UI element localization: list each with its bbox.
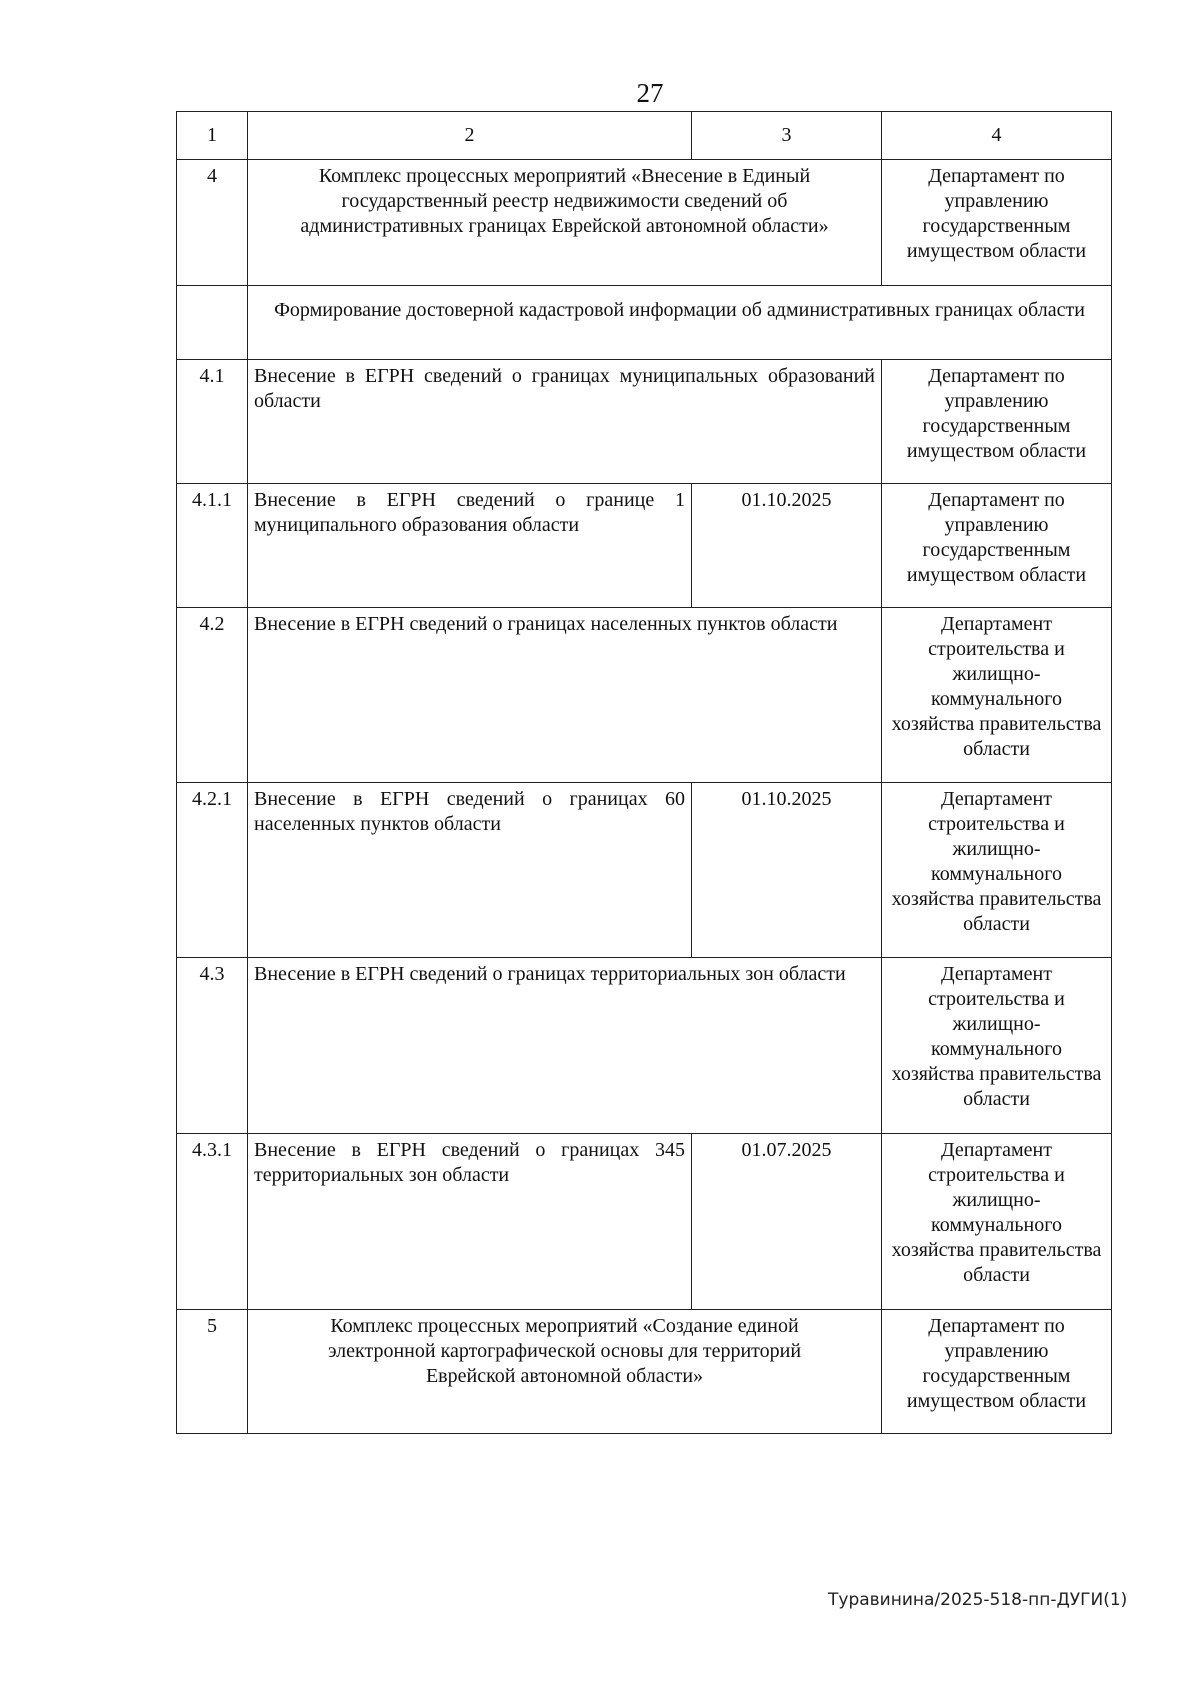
row-number: 4.1: [177, 360, 248, 484]
header-col-4: 4: [882, 112, 1112, 160]
row-number: 4.1.1: [177, 484, 248, 608]
row-date: 01.07.2025: [692, 1134, 882, 1310]
header-col-3: 3: [692, 112, 882, 160]
row-number: 4.3: [177, 958, 248, 1134]
row-department: Департамент по управлению государственным имуществом области: [882, 484, 1112, 608]
row-description: Комплекс процессных мероприятий «Создание единой электронной картографической основы для территорий Еврейской автономной области»: [248, 1310, 882, 1434]
header-col-2: 2: [248, 112, 692, 160]
row-description: Внесение в ЕГРН сведений о границах 60 населенных пунктов области: [248, 783, 692, 958]
table-row: [177, 484, 1112, 608]
row-number: 4.2.1: [177, 783, 248, 958]
table-row: [177, 608, 1112, 783]
table-row: [177, 360, 1112, 484]
row-department: Департамент по управлению государственным имуществом области: [882, 1310, 1112, 1434]
table-row-task: [177, 286, 1112, 360]
row-description: Внесение в ЕГРН сведений о границах территориальных зон области: [248, 958, 882, 1134]
row-date: 01.10.2025: [692, 783, 882, 958]
row-department: Департамент строительства и жилищно-коммунального хозяйства правительства области: [882, 1134, 1112, 1310]
row-description: Внесение в ЕГРН сведений о границах населенных пунктов области: [248, 608, 882, 783]
page-number: 27: [636, 78, 664, 108]
measures-table: [176, 111, 1112, 1434]
table-row: [177, 160, 1112, 286]
row-department: Департамент по управлению государственным имуществом области: [882, 360, 1112, 484]
row-number: 4.3.1: [177, 1134, 248, 1310]
row-number: 4.2: [177, 608, 248, 783]
row-description: Комплекс процессных мероприятий «Внесение в Единый государственный реестр недвижимости сведений об административных границах Еврейской автономной области»: [248, 160, 882, 286]
row-date: 01.10.2025: [692, 484, 882, 608]
table-row: [177, 1310, 1112, 1434]
row-number: 5: [177, 1310, 248, 1434]
row-description: Внесение в ЕГРН сведений о границе 1 муниципального образования области: [248, 484, 692, 608]
row-number: 4: [177, 160, 248, 286]
row-department: Департамент по управлению государственным имуществом области: [882, 160, 1112, 286]
row-description: Внесение в ЕГРН сведений о границах 345 территориальных зон области: [248, 1134, 692, 1310]
table-row: [177, 958, 1112, 1134]
row-department: Департамент строительства и жилищно-коммунального хозяйства правительства области: [882, 783, 1112, 958]
task-heading: Формирование достоверной кадастровой информации об административных границах области: [248, 286, 1112, 360]
table-header-row: [177, 112, 1112, 160]
empty-cell: [177, 286, 248, 360]
table-row: [177, 783, 1112, 958]
row-department: Департамент строительства и жилищно-коммунального хозяйства правительства области: [882, 958, 1112, 1134]
header-col-1: 1: [177, 112, 248, 160]
row-department: Департамент строительства и жилищно-коммунального хозяйства правительства области: [882, 608, 1112, 783]
document-footer-id: Туравинина/2025-518-пп-ДУГИ(1): [828, 1590, 1128, 1610]
table-row: [177, 1134, 1112, 1310]
row-description: Внесение в ЕГРН сведений о границах муниципальных образований области: [248, 360, 882, 484]
